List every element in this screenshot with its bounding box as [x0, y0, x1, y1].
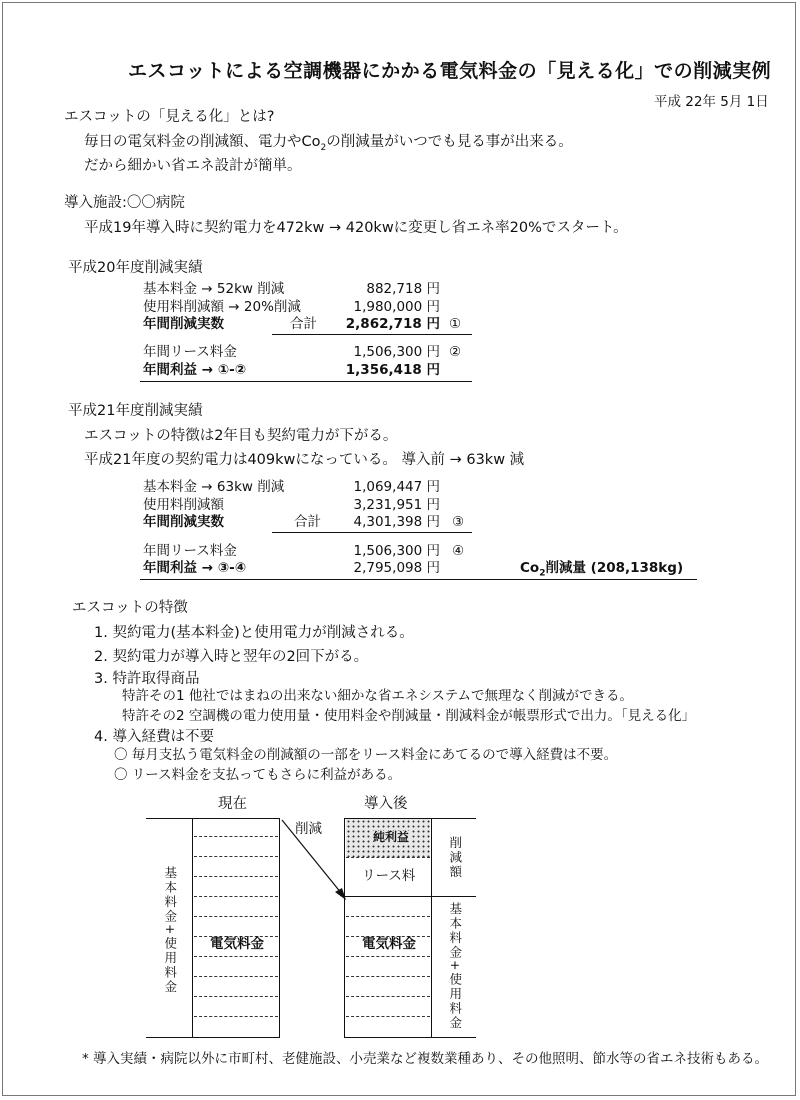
- h20-row-label: 使用料削減額 → 20%削減: [143, 299, 301, 315]
- h20-total-label: 合計: [290, 316, 317, 332]
- h20-profit-rule: [140, 381, 472, 382]
- h21-row-label: 年間リース料金: [143, 543, 237, 559]
- h20-row-label: 基本料金 → 52kw 削減: [143, 281, 285, 297]
- facility-text: 平成19年導入時に契約電力を472kw → 420kwに変更し省エネ率20%でスタート。: [84, 220, 628, 236]
- before-divider: [194, 956, 278, 957]
- h21-row-label: 基本料金 → 63kw 削減: [143, 479, 285, 495]
- co2-tail: 削減量 (208,138kg): [545, 560, 684, 576]
- before-column: [192, 818, 280, 1038]
- h21-mark: ③: [452, 514, 465, 530]
- h21-total-rule: [272, 532, 472, 533]
- h21-row-value: 4,301,398 円: [353, 514, 440, 530]
- intro-line-1-tail: の削減量がいつでも見る事が出来る。: [326, 134, 573, 150]
- after-divider: [346, 916, 430, 917]
- feature-item-1: 1. 契約電力(基本料金)と使用電力が削減される。: [94, 625, 414, 641]
- h20-mark: ②: [449, 344, 462, 360]
- after-mid-rule: [344, 896, 476, 897]
- feature-item-3b: 特許その2 空調機の電力使用量・使用料金や削減量・削減料金が帳票形式で出力。「見える化」: [122, 708, 696, 724]
- intro-heading: エスコットの「見える化」とは?: [64, 109, 275, 125]
- before-divider: [194, 1016, 278, 1017]
- h20-heading: 平成20年度削減実績: [68, 260, 203, 276]
- before-divider: [194, 876, 278, 877]
- h21-heading: 平成21年度削減実績: [68, 403, 203, 419]
- h20-total-rule: [272, 334, 472, 335]
- h20-row-label: 年間削減実数: [143, 316, 224, 332]
- h21-line-2: 平成21年度の契約電力は409kwになっている。 導入前 → 63kw 減: [84, 452, 525, 468]
- before-divider: [194, 836, 278, 837]
- h21-profit-rule: [140, 579, 697, 580]
- h20-row-label: 年間リース料金: [143, 344, 237, 360]
- co2-subscript: 2: [320, 142, 327, 153]
- reduction-arrow-icon: [280, 818, 350, 902]
- after-divider: [346, 956, 430, 957]
- h20-row-value: 1,356,418 円: [345, 362, 440, 378]
- feature-item-3: 3. 特許取得商品: [94, 671, 200, 687]
- intro-line-2: だから細かい省エネ設計が簡単。: [84, 158, 302, 174]
- feature-item-3a: 特許その1 他社ではまねの出来ない細かな省エネシステムで無理なく削減ができる。: [122, 688, 634, 704]
- before-divider: [194, 996, 278, 997]
- co2-subscript: 2: [539, 568, 546, 579]
- after-divider: [346, 996, 430, 997]
- feature-item-2: 2. 契約電力が導入時と翌年の2回下がる。: [94, 649, 369, 665]
- before-divider: [194, 916, 278, 917]
- right-side-label: 基本料金+使用料金: [447, 902, 463, 1031]
- h21-row-label: 年間削減実数: [143, 514, 224, 530]
- h20-row-value: 1,980,000 円: [353, 299, 440, 315]
- feature-item-4a: 〇 毎月支払う電気料金の削減額の一部をリース料金にあてるので導入経費は不要。: [114, 747, 618, 763]
- document-date: 平成 22年 5月 1日: [654, 94, 769, 110]
- before-divider: [194, 976, 278, 977]
- h20-row-value: 2,862,718 円: [345, 316, 440, 332]
- co2-reduction: [520, 562, 683, 579]
- facility-heading: 導入施設:〇〇病院: [64, 195, 185, 211]
- h21-row-label: 年間利益 → ③-④: [143, 560, 247, 576]
- intro-line-1-text: 毎日の電気料金の削減額、電力やCo: [84, 134, 321, 150]
- h20-mark: ①: [449, 316, 462, 332]
- h21-row-label: 使用料削減額: [143, 497, 224, 513]
- h21-line-1: エスコットの特徴は2年目も契約電力が下がる。: [84, 428, 398, 444]
- features-heading: エスコットの特徴: [72, 600, 188, 616]
- before-divider: [194, 896, 278, 897]
- h20-row-value: 1,506,300 円: [353, 344, 440, 360]
- co2-prefix: Co: [520, 560, 540, 576]
- h20-row-label: 年間利益 → ①-②: [143, 362, 247, 378]
- left-side-label: 基本料金+使用料金: [162, 866, 178, 995]
- after-divider: [346, 1016, 430, 1017]
- h20-row-value: 882,718 円: [366, 281, 440, 297]
- net-profit-label: 純利益: [373, 830, 410, 844]
- reduction-label: 削減: [295, 821, 322, 837]
- after-bottom-rule: [344, 1037, 476, 1038]
- after-divider: [346, 857, 430, 858]
- h21-total-label: 合計: [294, 514, 321, 530]
- footnote: * 導入実績・病院以外に市町村、老健施設、小売業など複数業種あり、その他照明、節水等の省エネ技術もある。: [82, 1051, 769, 1067]
- before-bottom-rule: [146, 1037, 280, 1038]
- h21-row-value: 2,795,098 円: [353, 560, 440, 576]
- after-title: 導入後: [364, 796, 408, 812]
- intro-line-1: [84, 135, 573, 153]
- before-title: 現在: [218, 796, 247, 812]
- page-title: エスコットによる空調機器にかかる電気料金の「見える化」での削減実例: [128, 60, 772, 82]
- feature-item-4: 4. 導入経費は不要: [94, 729, 214, 745]
- before-divider: [194, 856, 278, 857]
- h21-row-value: 3,231,951 円: [353, 497, 440, 513]
- before-box-label: 電気料金: [210, 936, 264, 952]
- feature-item-4b: 〇 リース料金を支払ってもさらに利益がある。: [114, 767, 402, 783]
- h21-row-value: 1,069,447 円: [353, 479, 440, 495]
- after-box-label: 電気料金: [362, 936, 416, 952]
- right-reduction-label: 削減額: [447, 836, 463, 880]
- h21-mark: ④: [452, 543, 465, 559]
- h21-row-value: 1,506,300 円: [353, 543, 440, 559]
- after-divider: [346, 976, 430, 977]
- before-top-rule: [146, 818, 280, 819]
- lease-label: リース料: [362, 868, 416, 884]
